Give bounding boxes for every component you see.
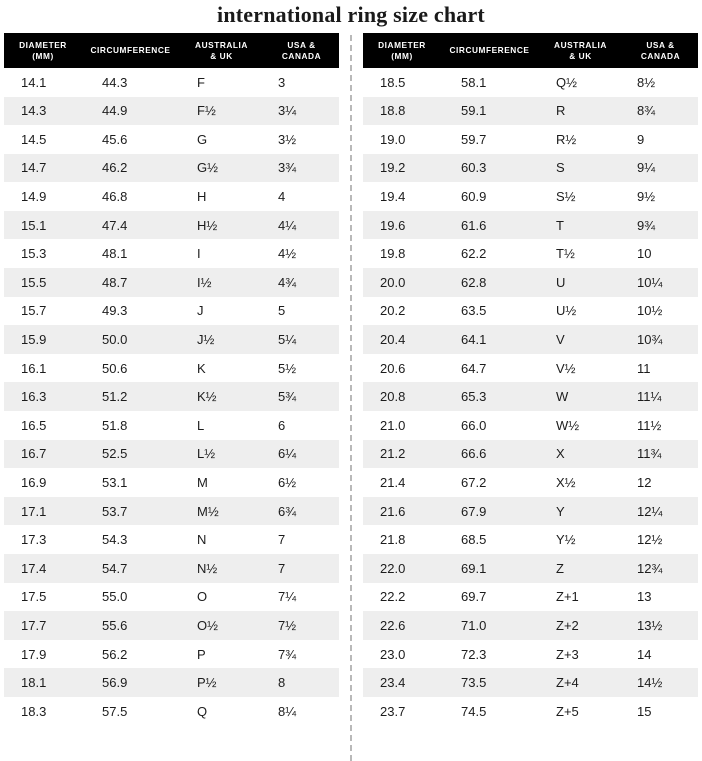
table-cell: R	[556, 103, 566, 119]
table-cell: 8	[278, 675, 286, 691]
table-cell: V½	[556, 360, 576, 376]
table-cell: S	[556, 160, 565, 176]
table-cell: 9	[637, 131, 645, 147]
table-row	[4, 97, 339, 126]
table-cell: 18.5	[380, 74, 406, 90]
table-cell: X½	[556, 475, 576, 491]
table-cell: 9½	[637, 189, 656, 205]
table-cell: 50.6	[102, 360, 128, 376]
column-header-usa-canada-line1: USA &	[646, 40, 675, 51]
table-row	[363, 354, 698, 383]
table-cell: J	[197, 303, 204, 319]
table-cell: 6¼	[278, 446, 297, 462]
table-cell: F½	[197, 103, 216, 119]
table-cell: Z+2	[556, 617, 579, 633]
table-cell: N	[197, 532, 207, 548]
table-cell: 9¾	[637, 217, 656, 233]
page-title: international ring size chart	[217, 2, 485, 27]
table-cell: K	[197, 360, 206, 376]
table-cell: 17.9	[21, 646, 47, 662]
table-cell: 18.8	[380, 103, 406, 119]
table-cell: 71.0	[461, 617, 487, 633]
table-cell: 12½	[637, 532, 663, 548]
table-cell: W	[556, 389, 569, 405]
table-cell: 20.4	[380, 332, 406, 348]
table-cell: 22.6	[380, 617, 406, 633]
table-cell: S½	[556, 189, 576, 205]
table-cell: 11¾	[637, 446, 662, 462]
table-cell: Z+3	[556, 646, 579, 662]
table-cell: 3	[278, 74, 286, 90]
table-cell: 46.2	[102, 160, 128, 176]
table-cell: 22.0	[380, 560, 406, 576]
column-header-usa-canada	[264, 33, 339, 68]
table-cell: 16.7	[21, 446, 47, 462]
column-header-diameter-line1: DIAMETER	[378, 40, 426, 51]
table-cell: 59.7	[461, 131, 487, 147]
table-cell: P½	[197, 675, 217, 691]
table-cell: 7¼	[278, 589, 297, 605]
table-cell: N½	[197, 560, 218, 576]
table-cell: 11	[637, 360, 651, 376]
table-cell: 45.6	[102, 131, 128, 147]
table-row	[4, 468, 339, 497]
table-cell: X	[556, 446, 565, 462]
table-row	[4, 583, 339, 612]
table-row	[4, 697, 339, 726]
table-cell: Z+4	[556, 675, 579, 691]
table-cell: I½	[197, 274, 212, 290]
table-cell: 54.3	[102, 532, 128, 548]
table-cell: 14.1	[21, 74, 47, 90]
table-row	[363, 68, 698, 97]
table-row	[363, 497, 698, 526]
table-cell: 21.8	[380, 532, 406, 548]
table-cell: 20.8	[380, 389, 406, 405]
table-cell: L	[197, 417, 205, 433]
table-cell: 53.7	[102, 503, 128, 519]
table-cell: G½	[197, 160, 218, 176]
column-header-australia-uk	[538, 33, 623, 68]
table-row	[4, 525, 339, 554]
table-cell: M½	[197, 503, 219, 519]
table-cell: 23.4	[380, 675, 406, 691]
table-cell: H	[197, 189, 207, 205]
table-row	[363, 640, 698, 669]
table-cell: 23.7	[380, 703, 406, 719]
table-cell: 17.7	[21, 617, 47, 633]
table-cell: 16.5	[21, 417, 47, 433]
table-row	[4, 211, 339, 240]
table-cell: 19.6	[380, 217, 406, 233]
table-cell: 60.9	[461, 189, 487, 205]
table-row	[4, 554, 339, 583]
table-row	[363, 125, 698, 154]
table-cell: 48.7	[102, 274, 128, 290]
table-cell: 55.6	[102, 617, 128, 633]
table-cell: 20.6	[380, 360, 406, 376]
table-cell: Q½	[556, 74, 577, 90]
table-cell: 4½	[278, 246, 297, 262]
table-cell: 46.8	[102, 189, 128, 205]
table-cell: 17.3	[21, 532, 47, 548]
table-cell: 12¾	[637, 560, 663, 576]
header-row	[363, 33, 698, 68]
table-cell: 55.0	[102, 589, 128, 605]
column-header-usa-canada	[623, 33, 698, 68]
tables-container	[0, 33, 702, 761]
table-cell: 68.5	[461, 532, 487, 548]
table-row	[4, 125, 339, 154]
table-row	[4, 325, 339, 354]
column-header-diameter-line1: DIAMETER	[19, 40, 67, 51]
table-cell: 20.0	[380, 274, 406, 290]
table-cell: V	[556, 332, 565, 348]
column-header-diameter-line2: (MM)	[391, 50, 413, 61]
table-cell: 9¼	[637, 160, 656, 176]
table-cell: F	[197, 74, 205, 90]
table-cell: 12¼	[637, 503, 663, 519]
table-cell: 14½	[637, 675, 663, 691]
table-cell: 57.5	[102, 703, 128, 719]
table-cell: R½	[556, 131, 577, 147]
table-cell: Z+1	[556, 589, 579, 605]
table-row	[363, 583, 698, 612]
table-cell: 4¼	[278, 217, 297, 233]
table-cell: O½	[197, 617, 218, 633]
table-cell: 15	[637, 703, 652, 719]
table-cell: I	[197, 246, 201, 262]
table-row	[4, 668, 339, 697]
table-cell: 21.0	[380, 417, 406, 433]
table-cell: 21.4	[380, 475, 406, 491]
column-header-circumference-line1: CIRCUMFERENCE	[90, 45, 171, 56]
table-cell: 67.2	[461, 475, 487, 491]
table-cell: 3¾	[278, 160, 297, 176]
table-cell: 11½	[637, 417, 662, 433]
table-row	[363, 411, 698, 440]
table-cell: 14.5	[21, 131, 47, 147]
table-cell: 19.4	[380, 189, 406, 205]
column-header-australia-uk	[179, 33, 264, 68]
table-cell: 16.3	[21, 389, 47, 405]
table-cell: 56.9	[102, 675, 128, 691]
table-cell: 13	[637, 589, 652, 605]
column-header-diameter	[4, 33, 82, 68]
table-cell: 62.8	[461, 274, 487, 290]
table-row	[363, 440, 698, 469]
table-cell: 15.5	[21, 274, 47, 290]
table-cell: 7	[278, 560, 286, 576]
table-row	[4, 640, 339, 669]
table-cell: 62.2	[461, 246, 487, 262]
table-cell: 15.9	[21, 332, 47, 348]
table-cell: 48.1	[102, 246, 128, 262]
header-row	[4, 33, 339, 68]
table-cell: 11¼	[637, 389, 662, 405]
table-row	[363, 154, 698, 183]
table-cell: 15.3	[21, 246, 47, 262]
table-cell: 17.5	[21, 589, 47, 605]
table-cell: 53.1	[102, 475, 128, 491]
column-header-australia-uk-line2: & UK	[210, 50, 233, 61]
table-cell: 64.1	[461, 332, 487, 348]
table-row	[363, 268, 698, 297]
table-cell: T	[556, 217, 564, 233]
right-table-body	[363, 68, 698, 726]
column-header-australia-uk-line1: AUSTRALIA	[554, 40, 607, 51]
table-cell: 4¾	[278, 274, 297, 290]
table-cell: 10	[637, 246, 652, 262]
vertical-dashed-divider	[341, 33, 361, 761]
table-cell: P	[197, 646, 206, 662]
table-row	[363, 97, 698, 126]
table-row	[4, 268, 339, 297]
table-cell: 73.5	[461, 675, 487, 691]
table-cell: 8¼	[278, 703, 297, 719]
table-cell: 50.0	[102, 332, 128, 348]
table-cell: 17.1	[21, 503, 47, 519]
table-row	[363, 325, 698, 354]
table-cell: 65.3	[461, 389, 487, 405]
table-row	[363, 697, 698, 726]
table-row	[4, 611, 339, 640]
table-cell: 13½	[637, 617, 663, 633]
table-cell: 58.1	[461, 74, 487, 90]
table-cell: 47.4	[102, 217, 128, 233]
left-table-header	[4, 33, 339, 68]
table-row	[363, 382, 698, 411]
table-cell: 19.0	[380, 131, 406, 147]
right-table-header	[363, 33, 698, 68]
table-cell: 56.2	[102, 646, 128, 662]
table-cell: 10¼	[637, 274, 663, 290]
column-header-diameter	[363, 33, 441, 68]
table-cell: U½	[556, 303, 577, 319]
table-cell: Y½	[556, 532, 576, 548]
table-cell: M	[197, 475, 208, 491]
table-cell: 69.7	[461, 589, 487, 605]
table-cell: 66.6	[461, 446, 487, 462]
table-cell: 5¼	[278, 332, 297, 348]
table-cell: 59.1	[461, 103, 487, 119]
table-cell: 3¼	[278, 103, 297, 119]
table-cell: 8¾	[637, 103, 656, 119]
table-row	[4, 411, 339, 440]
table-cell: 23.0	[380, 646, 406, 662]
dashed-line	[350, 35, 352, 761]
table-cell: 7	[278, 532, 286, 548]
table-row	[363, 525, 698, 554]
table-cell: 63.5	[461, 303, 487, 319]
table-cell: 7½	[278, 617, 297, 633]
table-cell: Z	[556, 560, 564, 576]
table-cell: 19.2	[380, 160, 406, 176]
table-cell: 10¾	[637, 332, 663, 348]
table-cell: 14	[637, 646, 652, 662]
column-header-australia-uk-line1: AUSTRALIA	[195, 40, 248, 51]
table-cell: 7¾	[278, 646, 297, 662]
table-cell: Q	[197, 703, 208, 719]
table-cell: 6¾	[278, 503, 297, 519]
table-cell: 69.1	[461, 560, 487, 576]
table-cell: O	[197, 589, 208, 605]
table-row	[4, 68, 339, 97]
table-cell: 10½	[637, 303, 663, 319]
column-header-usa-canada-line2: CANADA	[640, 50, 681, 61]
table-cell: 6	[278, 417, 286, 433]
table-cell: L½	[197, 446, 216, 462]
table-row	[4, 354, 339, 383]
table-cell: W½	[556, 417, 580, 433]
table-cell: 61.6	[461, 217, 487, 233]
table-row	[363, 668, 698, 697]
table-cell: 60.3	[461, 160, 487, 176]
table-cell: 15.7	[21, 303, 47, 319]
table-cell: 66.0	[461, 417, 487, 433]
table-cell: 51.2	[102, 389, 128, 405]
table-cell: H½	[197, 217, 218, 233]
table-cell: 72.3	[461, 646, 487, 662]
column-header-diameter-line2: (MM)	[32, 50, 54, 61]
left-size-table	[4, 33, 339, 725]
table-cell: 44.9	[102, 103, 128, 119]
table-cell: U	[556, 274, 566, 290]
table-cell: 20.2	[380, 303, 406, 319]
table-cell: 4	[278, 189, 286, 205]
table-row	[4, 297, 339, 326]
table-row	[363, 211, 698, 240]
ring-size-chart-page	[0, 3, 702, 750]
table-row	[363, 239, 698, 268]
table-cell: K½	[197, 389, 217, 405]
table-cell: 64.7	[461, 360, 487, 376]
table-cell: 5½	[278, 360, 297, 376]
table-cell: 18.1	[21, 675, 47, 691]
table-row	[363, 611, 698, 640]
right-size-table	[363, 33, 698, 725]
table-row	[4, 239, 339, 268]
table-cell: 74.5	[461, 703, 487, 719]
table-cell: T½	[556, 246, 575, 262]
table-row	[363, 182, 698, 211]
column-header-circumference-line1: CIRCUMFERENCE	[449, 45, 530, 56]
table-cell: 5¾	[278, 389, 297, 405]
table-row	[4, 440, 339, 469]
column-header-circumference	[441, 33, 538, 68]
table-cell: 22.2	[380, 589, 406, 605]
table-cell: 51.8	[102, 417, 128, 433]
table-cell: 54.7	[102, 560, 128, 576]
table-cell: 14.7	[21, 160, 47, 176]
column-header-circumference	[82, 33, 179, 68]
table-cell: 44.3	[102, 74, 128, 90]
table-row	[363, 554, 698, 583]
table-row	[4, 182, 339, 211]
table-row	[363, 297, 698, 326]
table-row	[4, 154, 339, 183]
column-header-australia-uk-line2: & UK	[569, 50, 592, 61]
column-header-usa-canada-line2: CANADA	[281, 50, 322, 61]
table-cell: 6½	[278, 475, 297, 491]
table-cell: 16.9	[21, 475, 47, 491]
table-row	[4, 382, 339, 411]
table-cell: 19.8	[380, 246, 406, 262]
table-cell: Z+5	[556, 703, 579, 719]
table-cell: 3½	[278, 131, 297, 147]
left-table-body	[4, 68, 339, 726]
table-cell: 52.5	[102, 446, 128, 462]
table-cell: 8½	[637, 74, 656, 90]
table-row	[363, 468, 698, 497]
table-cell: G	[197, 131, 208, 147]
table-cell: 21.2	[380, 446, 406, 462]
table-cell: 16.1	[21, 360, 47, 376]
table-cell: 21.6	[380, 503, 406, 519]
column-header-usa-canada-line1: USA &	[287, 40, 316, 51]
table-cell: J½	[197, 332, 215, 348]
table-cell: 14.9	[21, 189, 47, 205]
table-cell: Y	[556, 503, 565, 519]
table-cell: 5	[278, 303, 286, 319]
table-cell: 49.3	[102, 303, 128, 319]
table-cell: 18.3	[21, 703, 47, 719]
table-cell: 17.4	[21, 560, 47, 576]
table-cell: 14.3	[21, 103, 47, 119]
table-cell: 12	[637, 475, 652, 491]
table-row	[4, 497, 339, 526]
table-cell: 15.1	[21, 217, 47, 233]
table-cell: 67.9	[461, 503, 487, 519]
